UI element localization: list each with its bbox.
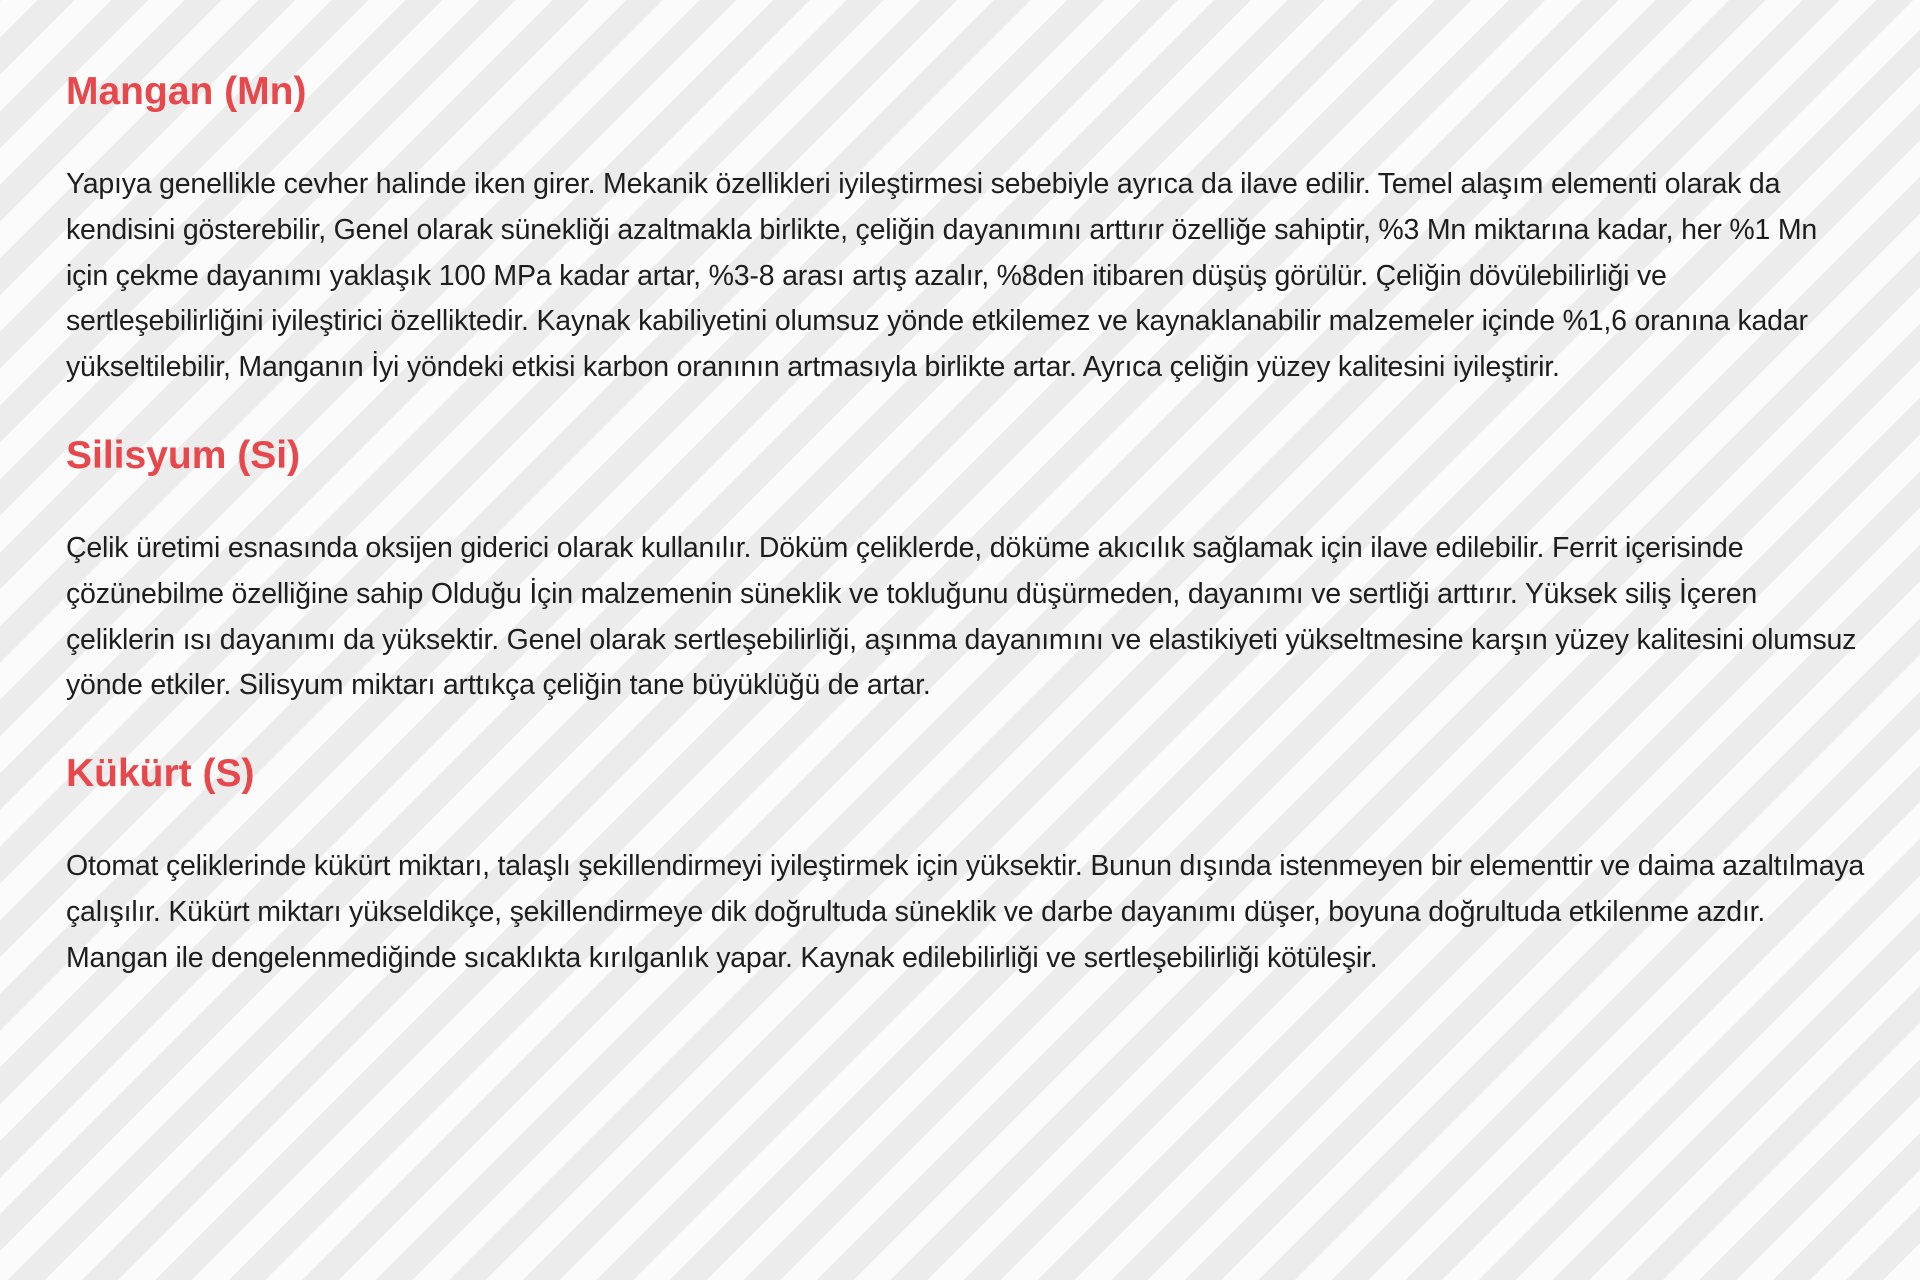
section-title-manganese: Mangan (Mn)	[66, 70, 307, 113]
section-title-sulfur: Kükürt (S)	[66, 752, 255, 796]
section-manganese	[66, 64, 1866, 391]
section-silicon	[66, 428, 1866, 709]
article-content	[66, 64, 1866, 1019]
section-sulfur	[66, 746, 1866, 981]
section-body-silicon: Çelik üretimi esnasında oksijen giderici olarak kullanılır. Döküm çeliklerde, döküme akıcılık sağlamak için ilave edilebilir. Ferrit içerisinde çözünebilme özelliğine sahip Olduğu İçin malzemenin süneklik ve tokluğunu düşürmeden, dayanımı ve sertliği arttırır. Yüksek siliş İçeren çeliklerin ısı dayanımı da yüksektir. Genel olarak sertleşebilirliği, aşınma dayanımını ve elastikiyeti yükseltmesine karşın yüzey kalitesini olumsuz yönde etkiler. Silisyum miktarı arttıkça çeliğin tane büyüklüğü de artar.	[66, 531, 1857, 702]
section-title-silicon: Silisyum (Si)	[66, 433, 301, 477]
section-body-sulfur: Otomat çeliklerinde kükürt miktarı, talaşlı şekillendirmeyi iyileştirmek için yüksektir. Bunun dışında istenmeyen bir elementtir ve daima azaltılmaya çalışılır. Kükürt miktarı yükseldikçe, şekillendirmeye dik doğrultuda süneklik ve darbe dayanımı düşer, boyuna doğrultuda etkilenme azdır. Mangan ile dengelenmediğinde sıcaklıkta kırılganlık yapar. Kaynak edilebilirliği ve sertleşebilirliği kötüleşir.	[66, 850, 1865, 974]
section-body-manganese: Yapıya genellikle cevher halinde iken girer. Mekanik özellikleri iyileştirmesi sebebiyle ayrıca da ilave edilir. Temel alaşım elementi olarak da kendisini gösterebilir, Genel olarak sünekliği azaltmakla birlikte, çeliğin dayanımını arttırır özelliğe sahiptir, %3 Mn miktarına kadar, her %1 Mn için çekme dayanımı yaklaşık 100 MPa kadar artar, %3-8 arası artış azalır, %8den itibaren düşüş görülür. Çeliğin dövülebilirliği ve sertleşebilirliğini iyileştirici özelliktedir. Kaynak kabiliyetini olumsuz yönde etkilemez ve kaynaklanabilir malzemeler içinde %1,6 oranına kadar yükseltilebilir, Manganın İyi yöndeki etkisi karbon oranının artmasıyla birlikte artar. Ayrıca çeliğin yüzey kalitesini iyileştirir.	[66, 168, 1818, 384]
